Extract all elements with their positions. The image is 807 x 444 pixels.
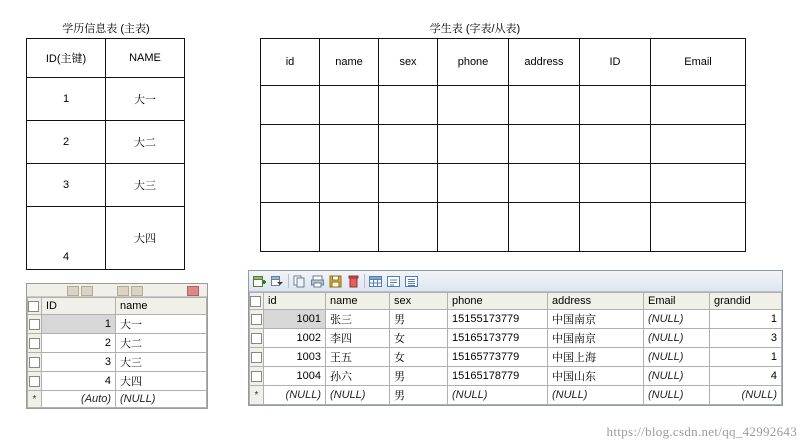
row-selector-header[interactable] [28, 298, 42, 315]
right-grid-wrapper [249, 292, 782, 405]
cell-email[interactable]: (NULL) [644, 348, 710, 367]
cell-email[interactable]: (NULL) [644, 386, 710, 405]
master-cell-name: 大三 [106, 164, 185, 207]
cell-name[interactable]: 大二 [116, 334, 207, 353]
cell-phone[interactable]: 15165773779 [448, 348, 548, 367]
checkbox-icon[interactable] [250, 296, 261, 307]
master-cell-id: 4 [27, 207, 106, 270]
copy-icon[interactable] [292, 274, 307, 289]
detail-header-name: name [320, 39, 379, 86]
master-header-id: ID(主键) [27, 39, 106, 78]
cell-email[interactable]: (NULL) [644, 329, 710, 348]
refresh-icon[interactable] [270, 274, 285, 289]
column-header-name[interactable]: name [326, 293, 390, 310]
delete-icon[interactable] [346, 274, 361, 289]
table-row [261, 125, 746, 164]
table-row[interactable] [28, 353, 207, 372]
row-selector[interactable] [28, 315, 42, 334]
master-cell-id: 3 [27, 164, 106, 207]
column-header-id[interactable]: id [264, 293, 326, 310]
master-cell-name: 大二 [106, 121, 185, 164]
table-row [261, 203, 746, 252]
detail-header-email: Email [651, 39, 746, 86]
row-selector-header[interactable] [250, 293, 264, 310]
watermark-text: https://blog.csdn.net/qq_42992643 [606, 424, 797, 439]
cell-email[interactable]: (NULL) [644, 367, 710, 386]
cell-id[interactable]: (NULL) [264, 386, 326, 405]
checkbox-icon[interactable] [29, 319, 40, 330]
cell-id[interactable]: 1 [42, 315, 116, 334]
table-row [27, 164, 185, 207]
left-data-grid[interactable] [27, 297, 207, 408]
table-row [27, 78, 185, 121]
cell-sex[interactable]: 男 [390, 386, 448, 405]
cell-name[interactable]: 孙六 [326, 367, 390, 386]
checkbox-icon[interactable] [29, 376, 40, 387]
row-selector[interactable] [250, 367, 264, 386]
detail-header-phone: phone [438, 39, 509, 86]
table-row [261, 86, 746, 125]
new-row-marker[interactable]: * [28, 391, 42, 408]
cell-address[interactable]: (NULL) [548, 386, 644, 405]
print-icon[interactable] [310, 274, 325, 289]
checkbox-icon[interactable] [251, 314, 262, 325]
cell-id[interactable]: 1003 [264, 348, 326, 367]
table-row[interactable] [250, 310, 782, 329]
cell-address[interactable]: 中国上海 [548, 348, 644, 367]
cell-name[interactable]: 张三 [326, 310, 390, 329]
table-row [261, 164, 746, 203]
checkbox-icon[interactable] [251, 352, 262, 363]
toolbar-icon-b[interactable] [81, 286, 93, 296]
checkbox-icon[interactable] [29, 338, 40, 349]
right-data-grid[interactable] [249, 292, 782, 405]
cell-name[interactable]: 李四 [326, 329, 390, 348]
detail-header-sex: sex [379, 39, 438, 86]
toolbar-icon-a[interactable] [67, 286, 79, 296]
row-selector[interactable] [250, 310, 264, 329]
cell-name[interactable]: (NULL) [116, 391, 207, 408]
master-cell-id: 1 [27, 78, 106, 121]
left-data-grid-panel [26, 283, 208, 409]
checkbox-icon[interactable] [251, 371, 262, 382]
column-header-id[interactable]: ID [42, 298, 116, 315]
master-header-name: NAME [106, 39, 185, 78]
checkbox-icon[interactable] [29, 357, 40, 368]
column-header-sex[interactable]: sex [390, 293, 448, 310]
form-view-icon[interactable] [386, 274, 401, 289]
new-row[interactable] [28, 391, 207, 408]
master-cell-name: 大一 [106, 78, 185, 121]
master-cell-name: 大四 [106, 207, 185, 270]
cell-phone[interactable]: 15165173779 [448, 329, 548, 348]
cell-name[interactable]: 王五 [326, 348, 390, 367]
master-cell-id: 2 [27, 121, 106, 164]
table-row[interactable] [28, 372, 207, 391]
new-row-icon[interactable] [252, 274, 267, 289]
cell-id[interactable]: (Auto) [42, 391, 116, 408]
table-header-row [261, 39, 746, 86]
row-selector[interactable] [28, 334, 42, 353]
table-header-row [27, 39, 185, 78]
cell-phone[interactable]: (NULL) [448, 386, 548, 405]
cell-id[interactable]: 4 [42, 372, 116, 391]
table-row [27, 121, 185, 164]
cell-address[interactable]: 中国山东 [548, 367, 644, 386]
checkbox-icon[interactable] [28, 301, 39, 312]
table-header-row [28, 298, 207, 315]
table-row[interactable] [250, 348, 782, 367]
row-selector[interactable] [28, 353, 42, 372]
table-row[interactable] [28, 334, 207, 353]
cell-grandid[interactable]: 3 [710, 329, 782, 348]
cell-grandid[interactable]: 1 [710, 310, 782, 329]
grid-toolbar[interactable] [249, 271, 782, 292]
detail-table-title: 学生表 (字表/从表) [429, 23, 521, 35]
right-data-grid-panel [248, 270, 783, 406]
cell-sex[interactable]: 女 [390, 348, 448, 367]
master-diagram-table [26, 38, 185, 270]
cell-name[interactable]: 大四 [116, 372, 207, 391]
cell-grandid[interactable]: 4 [710, 367, 782, 386]
cell-address[interactable]: 中国南京 [548, 329, 644, 348]
cell-id[interactable]: 1004 [264, 367, 326, 386]
toolbar-icon-e[interactable] [187, 286, 199, 296]
left-grid-toolbar[interactable] [27, 284, 207, 297]
save-icon[interactable] [328, 274, 343, 289]
cell-phone[interactable]: 15155173779 [448, 310, 548, 329]
column-header-address[interactable]: address [548, 293, 644, 310]
table-row[interactable] [250, 367, 782, 386]
cell-grandid[interactable]: (NULL) [710, 386, 782, 405]
column-header-phone[interactable]: phone [448, 293, 548, 310]
table-header-row [250, 293, 782, 310]
toolbar-icon-d[interactable] [131, 286, 143, 296]
list-view-icon[interactable] [404, 274, 419, 289]
row-selector[interactable] [28, 372, 42, 391]
new-row[interactable] [250, 386, 782, 405]
table-row[interactable] [250, 329, 782, 348]
cell-email[interactable]: (NULL) [644, 310, 710, 329]
cell-name[interactable]: 大一 [116, 315, 207, 334]
cell-grandid[interactable]: 1 [710, 348, 782, 367]
cell-sex[interactable]: 男 [390, 310, 448, 329]
column-header-email[interactable]: Email [644, 293, 710, 310]
checkbox-icon[interactable] [251, 333, 262, 344]
toolbar-icon-c[interactable] [117, 286, 129, 296]
cell-sex[interactable]: 女 [390, 329, 448, 348]
grid-view-icon[interactable] [368, 274, 383, 289]
cell-address[interactable]: 中国南京 [548, 310, 644, 329]
detail-header-id: id [261, 39, 320, 86]
detail-header-fk-id: ID [580, 39, 651, 86]
detail-diagram-table [260, 38, 746, 252]
row-selector[interactable] [250, 329, 264, 348]
cell-name[interactable]: (NULL) [326, 386, 390, 405]
column-header-name[interactable]: name [116, 298, 207, 315]
table-row[interactable] [28, 315, 207, 334]
cell-id[interactable]: 1001 [264, 310, 326, 329]
cell-name[interactable]: 大三 [116, 353, 207, 372]
detail-header-address: address [509, 39, 580, 86]
column-header-grandid[interactable]: grandid [710, 293, 782, 310]
cell-id[interactable]: 1002 [264, 329, 326, 348]
cell-phone[interactable]: 15165178779 [448, 367, 548, 386]
cell-id[interactable]: 2 [42, 334, 116, 353]
master-table-title: 学历信息表 (主表) [62, 23, 150, 35]
cell-id[interactable]: 3 [42, 353, 116, 372]
toolbar-separator [288, 274, 289, 288]
table-row [27, 207, 185, 270]
row-selector[interactable] [250, 348, 264, 367]
cell-sex[interactable]: 男 [390, 367, 448, 386]
toolbar-separator [364, 274, 365, 288]
new-row-marker[interactable]: * [250, 386, 264, 405]
